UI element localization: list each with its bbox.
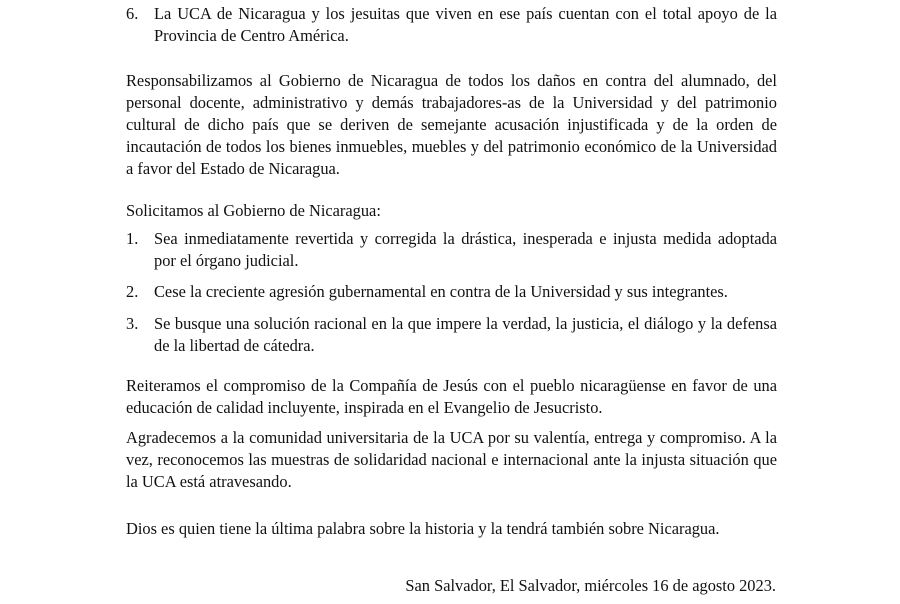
request-2-text: Cese la creciente agresión gubernamental en contra de la Universidad y sus integrantes. xyxy=(154,282,728,301)
request-1-text: Sea inmediatamente revertida y corregida la drástica, inesperada e injusta medida adoptada por el órgano judicial. xyxy=(154,229,777,270)
request-1-number: 1. xyxy=(126,229,139,248)
point-6-number: 6. xyxy=(126,4,139,23)
commitment-paragraph: Reiteramos el compromiso de la Compañía de Jesús con el pueblo nicaragüense en favor de una educación de calidad incluyente, inspirada en el Evangelio de Jesucristo. xyxy=(126,376,777,417)
request-3-text: Se busque una solución racional en la que impere la verdad, la justicia, el diálogo y la defensa de la libertad de cátedra. xyxy=(154,314,777,355)
requests-intro: Solicitamos al Gobierno de Nicaragua: xyxy=(126,201,381,220)
request-item-2 xyxy=(126,281,777,303)
request-item-1 xyxy=(126,228,777,272)
request-2-number: 2. xyxy=(126,282,139,301)
place-and-date: San Salvador, El Salvador, miércoles 16 de agosto 2023. xyxy=(405,576,776,595)
request-item-3 xyxy=(126,313,777,357)
request-3-number: 3. xyxy=(126,314,139,333)
gratitude-paragraph: Agradecemos a la comunidad universitaria de la UCA por su valentía, entrega y compromiso. A la vez, reconocemos las muestras de solidaridad nacional e internacional ante la injusta situación que la UCA está atravesando. xyxy=(126,428,777,491)
closing-statement: Dios es quien tiene la última palabra sobre la historia y la tendrá también sobre Nicaragua. xyxy=(126,519,720,538)
point-6 xyxy=(126,3,777,47)
responsibility-paragraph: Responsabilizamos al Gobierno de Nicaragua de todos los daños en contra del alumnado, del personal docente, administrativo y demás trabajadores-as de la Universidad y del patrimonio cultural de dicho país que se deriven de semejante acusación injustificada y de la orden de incautación de todos los bienes inmuebles, muebles y del patrimonio económico de la Universidad a favor del Estado de Nicaragua. xyxy=(126,71,777,178)
point-6-text: La UCA de Nicaragua y los jesuitas que viven en ese país cuentan con el total apoyo de la Provincia de Centro América. xyxy=(154,4,777,45)
